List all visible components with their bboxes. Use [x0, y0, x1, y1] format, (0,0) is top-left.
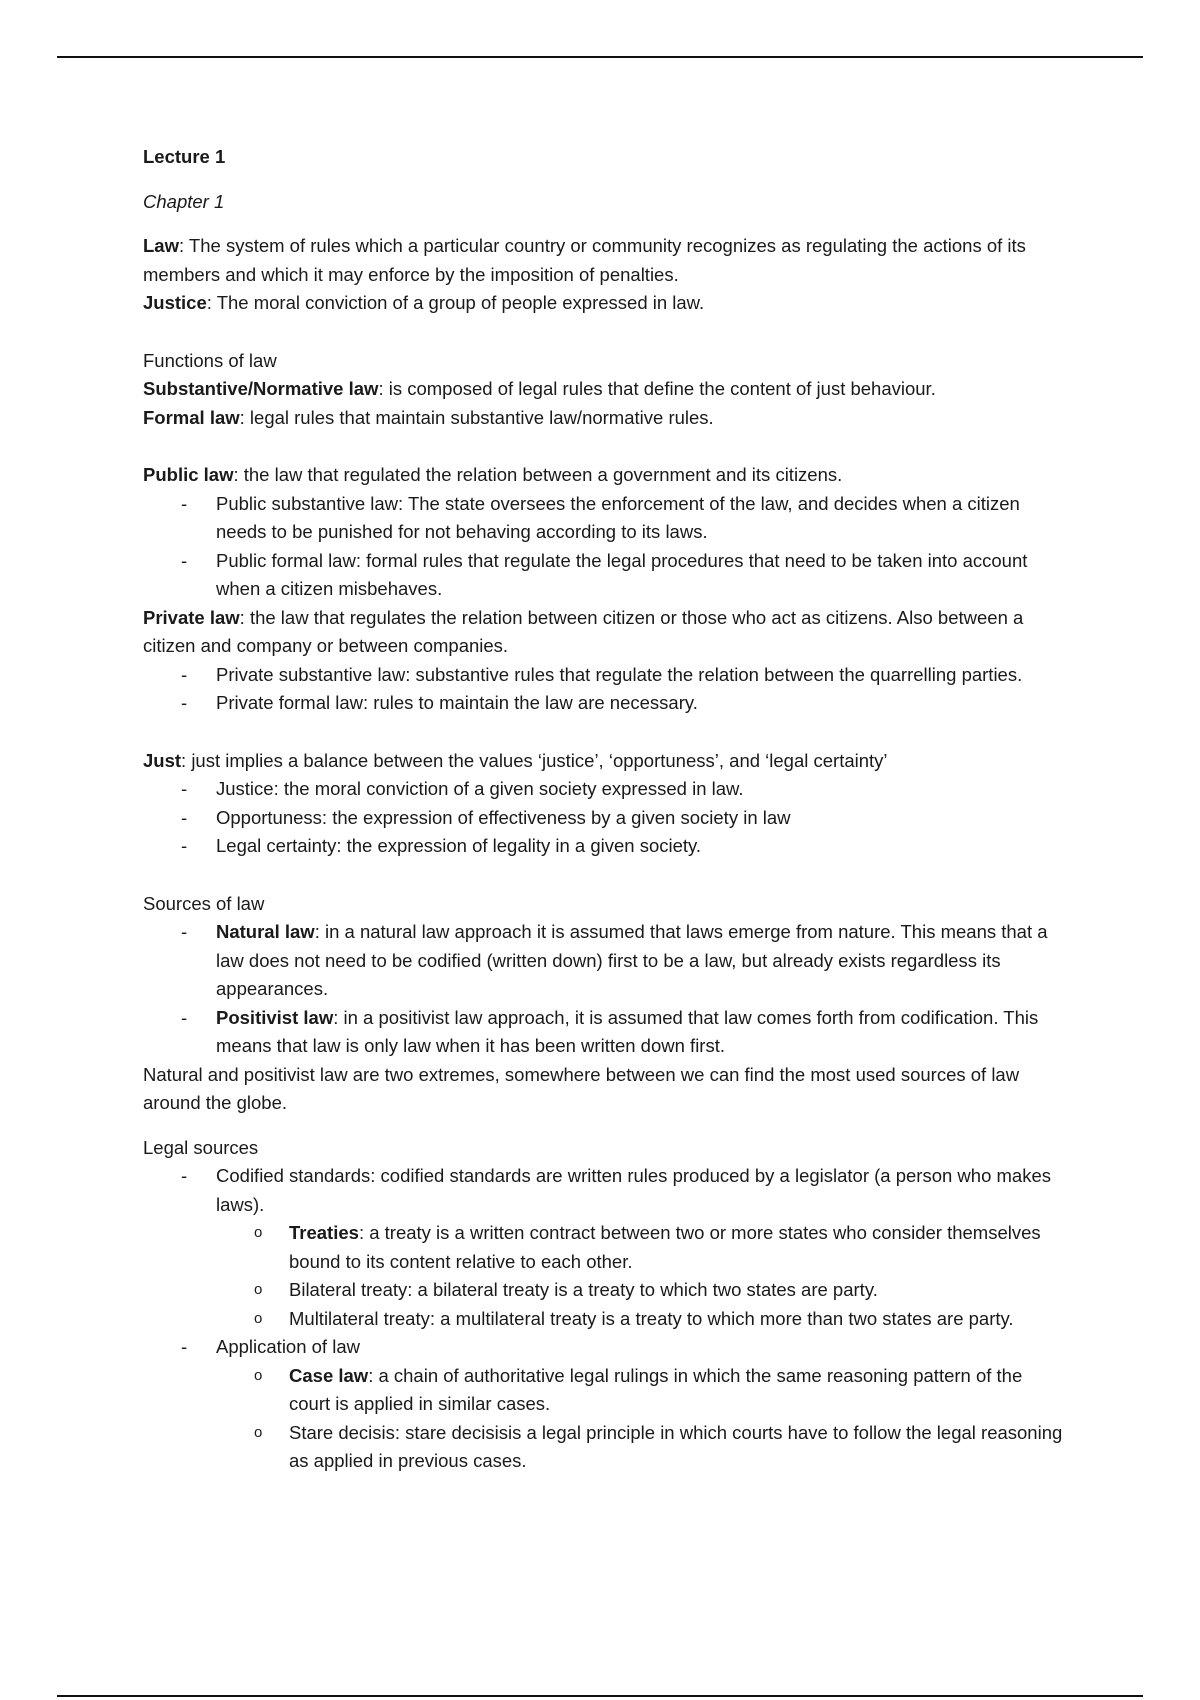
just-definition: [143, 747, 1063, 776]
sub-list-item: [143, 1419, 1063, 1476]
dash-bullet-icon: -: [181, 921, 188, 942]
formal-term: Formal law: [143, 406, 240, 428]
list-item: [143, 547, 1063, 604]
law-term: Law: [143, 235, 179, 256]
law-definition: [143, 232, 1063, 289]
case-law-text: : a chain of authoritative legal rulings in which the same reasoning pattern of the court is applied in similar cases.: [289, 1364, 1023, 1414]
list-item: [143, 804, 1063, 833]
substantive-text: : is composed of legal rules that define the content of just behaviour.: [378, 378, 936, 399]
sub-list-item-text: Bilateral treaty: a bilateral treaty is a treaty to which two states are party.: [289, 1279, 878, 1300]
treaties-term: Treaties: [289, 1222, 359, 1243]
circle-bullet-icon: o: [254, 1224, 263, 1241]
public-law-term: Public law: [143, 464, 234, 485]
substantive-definition: [143, 375, 1063, 404]
list-item-text: Private substantive law: substantive rules that regulate the relation between the quarrelling parties.: [216, 663, 1023, 685]
justice-definition: [143, 289, 1063, 318]
public-law-text: : the law that regulated the relation between a government and its citizens.: [233, 464, 843, 485]
list-item-text: Codified standards: codified standards are written rules produced by a legislator (a person who makes laws).: [216, 1165, 1052, 1215]
private-law-text: : the law that regulates the relation between citizen or those who act as citizens. Also between a citizen and company or between companies.: [143, 606, 1024, 656]
page-title: Lecture 1: [143, 146, 226, 167]
list-item: [143, 832, 1063, 861]
circle-bullet-icon: o: [254, 1281, 263, 1298]
dash-bullet-icon: -: [181, 492, 188, 514]
public-law-definition: [143, 461, 1063, 490]
private-law-definition: [143, 604, 1063, 661]
formal-definition: [143, 404, 1063, 433]
sub-list-item: [143, 1276, 1063, 1305]
treaties-text: : a treaty is a written contract between two or more states who consider themselves bound to its content relative to each other.: [289, 1222, 1041, 1272]
justice-term: Justice: [143, 292, 207, 313]
sub-list-item-text: Multilateral treaty: a multilateral treaty is a treaty to which more than two states are party.: [289, 1307, 1014, 1329]
list-item: [143, 1004, 1063, 1061]
dash-bullet-icon: -: [181, 1336, 188, 1357]
case-law-term: Case law: [289, 1364, 369, 1386]
dash-bullet-icon: -: [181, 549, 188, 571]
legal-sources-heading: Legal sources: [143, 1136, 259, 1158]
natural-law-term: Natural law: [216, 921, 315, 942]
sub-list-item: [143, 1362, 1063, 1419]
natural-law-text: : in a natural law approach it is assumed that laws emerge from nature. This means that a law does not need to be codified (written down) first to be a law, but already exists regardless its appearances.: [216, 921, 1048, 999]
list-item-text: Public formal law: formal rules that regulate the legal procedures that need to be taken into account when a citizen misbehaves.: [216, 549, 1028, 599]
list-item-text: Opportuness: the expression of effectiveness by a given society in law: [216, 806, 791, 828]
dash-bullet-icon: -: [181, 1165, 188, 1186]
private-law-term: Private law: [143, 606, 240, 628]
list-item: [143, 689, 1063, 718]
circle-bullet-icon: o: [254, 1366, 263, 1384]
justice-text: : The moral conviction of a group of people expressed in law.: [206, 292, 705, 313]
list-item-text: Application of law: [216, 1336, 360, 1357]
list-item: [143, 661, 1063, 690]
list-item: [143, 1333, 1063, 1362]
sub-list-item: [143, 1219, 1063, 1276]
sources-summary: Natural and positivist law are two extremes, somewhere between we can find the most used sources of law around the globe.: [143, 1063, 1020, 1113]
list-item-text: Private formal law: rules to maintain the law are necessary.: [216, 692, 698, 713]
positivist-law-text: : in a positivist law approach, it is assumed that law comes forth from codification. This means that law is only law when it has been written down first.: [216, 1006, 1039, 1056]
sub-list-item-text: Stare decisis: stare decisisis a legal principle in which courts have to follow the legal reasoning as applied in previous cases.: [289, 1421, 1063, 1471]
sub-list-item: [143, 1305, 1063, 1334]
positivist-law-term: Positivist law: [216, 1006, 334, 1028]
list-item: [143, 775, 1063, 804]
functions-heading: Functions of law: [143, 349, 277, 371]
list-item-text: Justice: the moral conviction of a given society expressed in law.: [216, 778, 744, 799]
dash-bullet-icon: -: [181, 663, 188, 685]
law-text: : The system of rules which a particular country or community recognizes as regulating the actions of its members and which it may enforce by the imposition of penalties.: [143, 235, 1026, 285]
dash-bullet-icon: -: [181, 806, 188, 828]
circle-bullet-icon: o: [254, 1309, 263, 1327]
footer-rule: [57, 1695, 1143, 1697]
list-item-text: Legal certainty: the expression of legality in a given society.: [216, 835, 702, 856]
dash-bullet-icon: -: [181, 835, 188, 856]
just-text: : just implies a balance between the values ‘justice’, ‘opportuness’, and ‘legal certainty’: [181, 749, 888, 771]
chapter-title: Chapter 1: [143, 190, 225, 212]
dash-bullet-icon: -: [181, 1006, 188, 1028]
list-item: [143, 1162, 1063, 1219]
formal-text: : legal rules that maintain substantive law/normative rules.: [239, 406, 714, 428]
dash-bullet-icon: -: [181, 692, 188, 713]
just-term: Just: [143, 749, 182, 771]
substantive-term: Substantive/Normative law: [143, 378, 379, 399]
list-item: [143, 918, 1063, 1004]
document-body: [143, 143, 1063, 1476]
header-rule: [57, 56, 1143, 58]
list-item: [143, 490, 1063, 547]
dash-bullet-icon: -: [181, 778, 188, 799]
circle-bullet-icon: o: [254, 1423, 263, 1441]
list-item-text: Public substantive law: The state oversees the enforcement of the law, and decides when a citizen needs to be punished for not behaving according to its laws.: [216, 492, 1020, 542]
sources-heading: Sources of law: [143, 892, 265, 914]
